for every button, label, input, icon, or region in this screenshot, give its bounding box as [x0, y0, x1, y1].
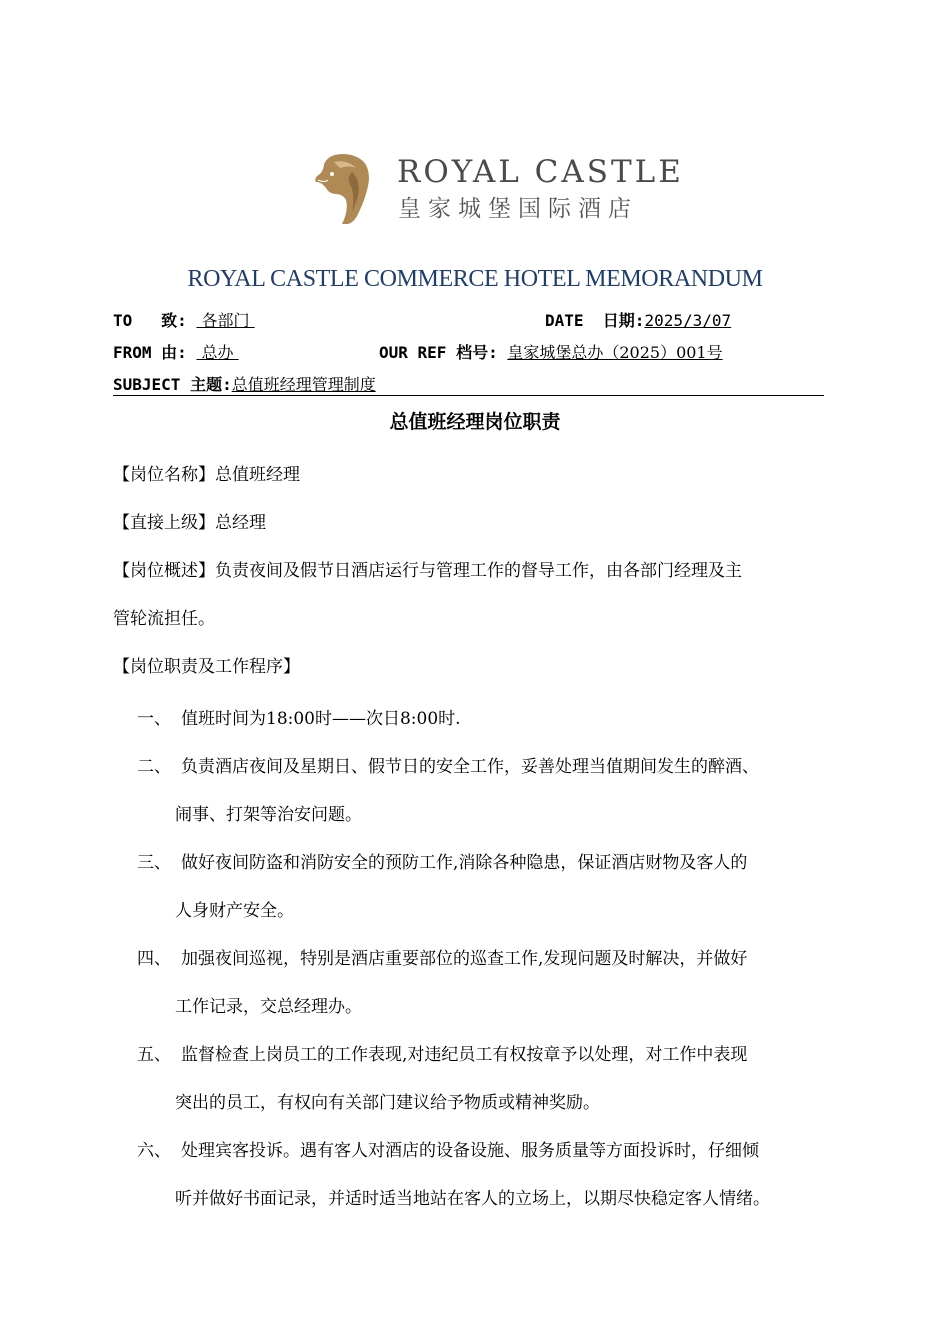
memo-title: ROYAL CASTLE COMMERCE HOTEL MEMORANDUM: [187, 266, 763, 292]
post-name: 【岗位名称】总值班经理: [113, 465, 300, 485]
duty-item: [137, 944, 857, 1017]
to-value: 各部门: [196, 311, 255, 330]
lion-head-icon: [312, 152, 372, 224]
duty-line1: 负责酒店夜间及星期日、假节日的安全工作，妥善处理当值期间发生的醉酒、: [181, 757, 759, 777]
ref-field: [379, 340, 723, 363]
duty-line1: 处理宾客投诉。遇有客人对酒店的设备设施、服务质量等方面投诉时，仔细倾: [181, 1141, 759, 1161]
post-overview-line2: 管轮流担任。: [113, 609, 215, 629]
duty-line1: 加强夜间巡视，特别是酒店重要部位的巡查工作,发现问题及时解决，并做好: [181, 949, 748, 969]
duty-item: [137, 752, 857, 825]
duty-number: 四、: [137, 949, 171, 969]
header-divider: [113, 395, 824, 396]
doc-title: 总值班经理岗位职责: [389, 411, 561, 433]
duty-number: 五、: [137, 1045, 171, 1065]
post-overview-line1: 【岗位概述】负责夜间及假节日酒店运行与管理工作的督导工作，由各部门经理及主: [113, 561, 742, 581]
duty-line2: 听并做好书面记录，并适时适当地站在客人的立场上，以期尽快稳定客人情绪。: [175, 1189, 770, 1209]
from-value: 总办: [196, 343, 239, 362]
duty-line2: 突出的员工，有权向有关部门建议给予物质或精神奖励。: [175, 1093, 600, 1113]
direct-superior: 【直接上级】总经理: [113, 513, 266, 533]
duty-number: 三、: [137, 853, 171, 873]
duty-line1: 监督检查上岗员工的工作表现,对违纪员工有权按章予以处理，对工作中表现: [181, 1045, 748, 1065]
duty-line2: 人身财产安全。: [175, 901, 294, 921]
duty-line2: 工作记录，交总经理办。: [175, 997, 362, 1017]
duty-item: [137, 848, 857, 921]
duties-heading: 【岗位职责及工作程序】: [113, 657, 300, 677]
to-label: TO 致:: [113, 311, 187, 330]
date-label: DATE 日期:: [545, 311, 645, 330]
duty-number: 二、: [137, 757, 171, 777]
logo-brand-cn: 皇家城堡国际酒店: [398, 196, 638, 222]
duty-number: 六、: [137, 1141, 171, 1161]
duty-line1: 值班时间为18:00时——次日8:00时.: [181, 709, 461, 729]
from-field: [113, 340, 239, 363]
subject-value: 总值班经理管理制度: [231, 375, 376, 394]
duty-line1: 做好夜间防盗和消防安全的预防工作,消除各种隐患，保证酒店财物及客人的: [181, 853, 748, 873]
date-field: [545, 308, 731, 331]
date-value: 2025/3/07: [644, 311, 732, 330]
duty-line2: 闹事、打架等治安问题。: [175, 805, 362, 825]
subject-field: [113, 372, 376, 395]
logo-brand-en: ROYAL CASTLE: [397, 154, 684, 190]
duty-item: [137, 1040, 857, 1113]
duty-item: [137, 704, 857, 729]
hotel-logo: [312, 152, 684, 232]
duty-item: [137, 1136, 857, 1209]
ref-label: OUR REF 档号:: [379, 343, 498, 362]
to-field: [113, 308, 255, 331]
ref-value: 皇家城堡总办（2025）001号: [507, 343, 723, 362]
duty-number: 一、: [137, 709, 171, 729]
subject-label: SUBJECT 主题:: [113, 375, 232, 394]
from-label: FROM 由:: [113, 343, 187, 362]
